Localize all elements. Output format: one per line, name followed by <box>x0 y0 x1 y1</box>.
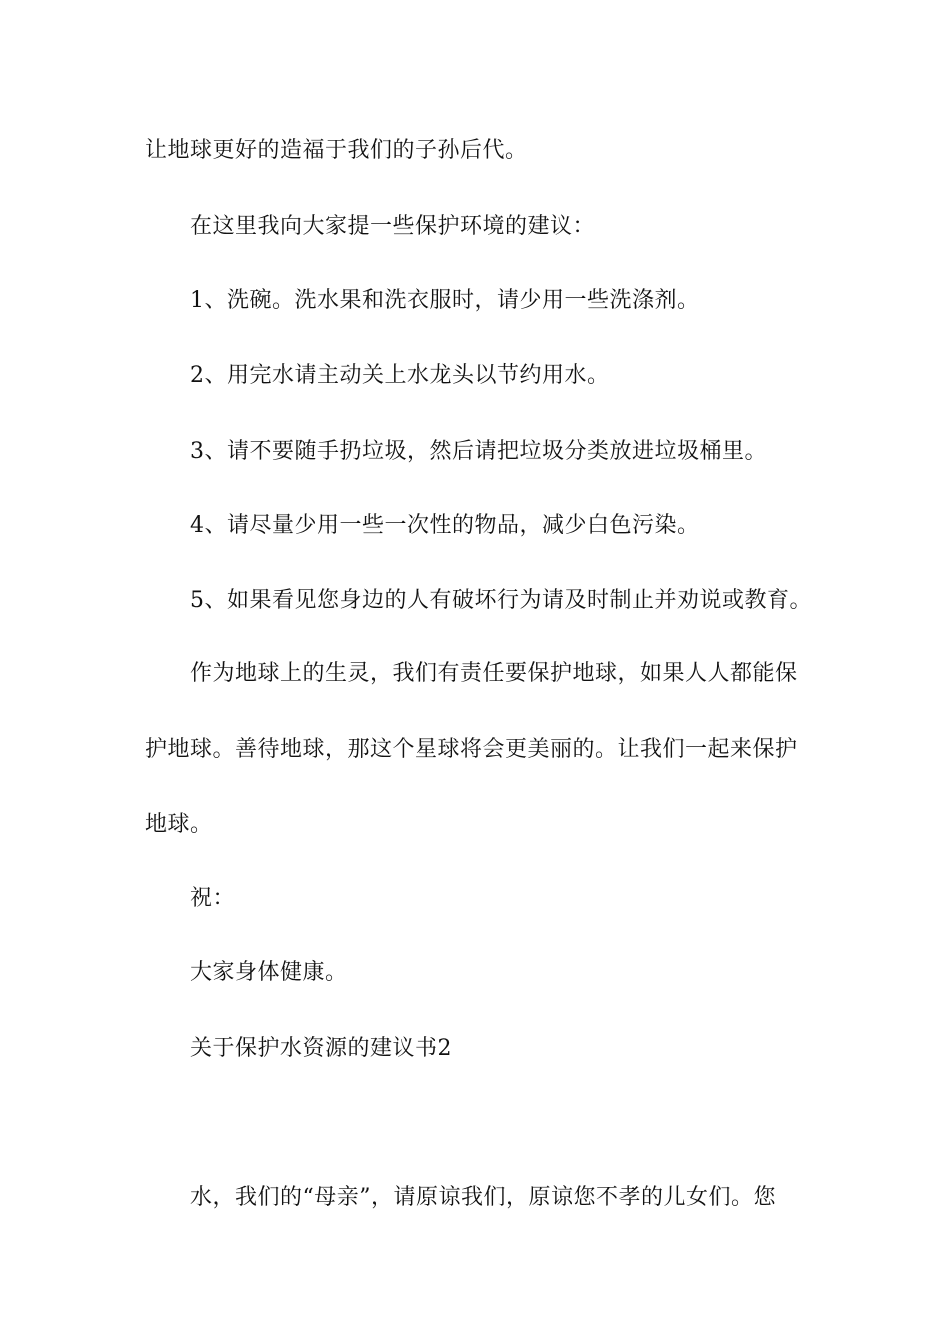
list-item-4: 4、请尽量少用一些一次性的物品，减少白色污染。 <box>190 513 700 538</box>
paragraph-line-6: 水，我们的“母亲”，请原谅我们，原谅您不孝的儿女们。您 <box>190 1185 776 1210</box>
list-item-2: 2、用完水请主动关上水龙头以节约用水。 <box>190 363 610 388</box>
salutation: 祝： <box>190 886 236 911</box>
paragraph-line-1: 让地球更好的造福于我们的子孙后代。 <box>145 138 528 163</box>
list-item-5: 5、如果看见您身边的人有破坏行为请及时制止并劝说或教育。 <box>190 588 812 613</box>
list-item-3: 3、请不要随手扔垃圾，然后请把垃圾分类放进垃圾桶里。 <box>190 439 767 464</box>
paragraph-line-3: 作为地球上的生灵，我们有责任要保护地球，如果人人都能保 <box>190 661 798 686</box>
paragraph-line-5: 地球。 <box>145 812 213 837</box>
list-item-1: 1、洗碗。洗水果和洗衣服时，请少用一些洗涤剂。 <box>190 288 700 313</box>
section-title: 关于保护水资源的建议书2 <box>190 1036 452 1061</box>
paragraph-line-2: 在这里我向大家提一些保护环境的建议： <box>190 214 596 239</box>
paragraph-line-4: 护地球。善待地球，那这个星球将会更美丽的。让我们一起来保护 <box>145 737 798 762</box>
closing-wish: 大家身体健康。 <box>190 960 348 985</box>
